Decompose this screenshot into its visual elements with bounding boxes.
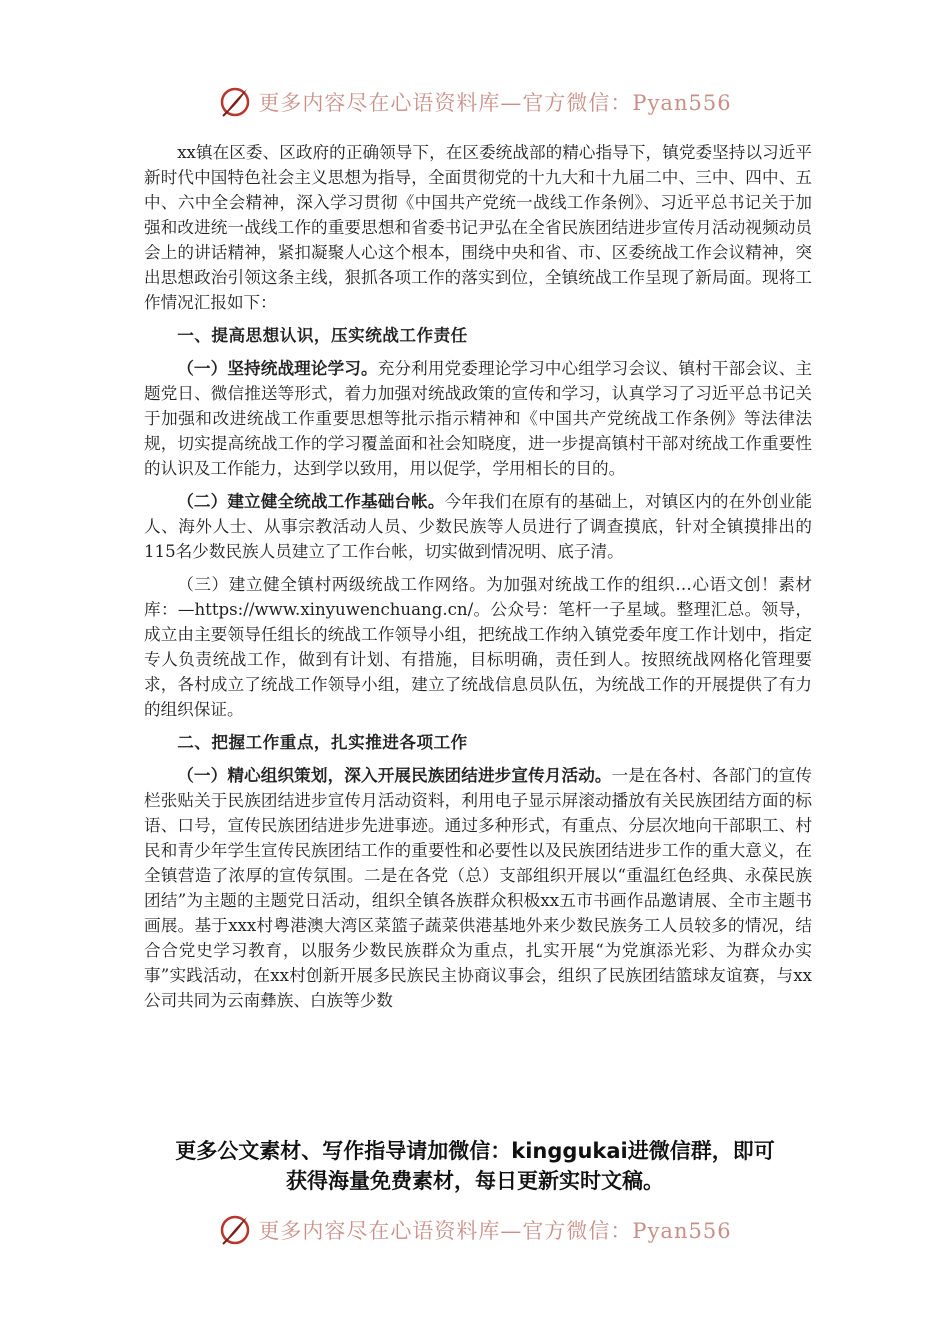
promo-notice: [0, 1136, 950, 1196]
paragraph-4: [144, 763, 812, 1013]
paragraph-4-lead: （一）精心组织策划，深入开展民族团结进步宣传月活动。: [177, 766, 612, 785]
quill-pen-icon: [218, 85, 252, 119]
quill-pen-icon: [218, 1213, 252, 1247]
banner-text: 更多内容尽在心语资料库—官方微信：Pyan556: [258, 1219, 732, 1243]
paragraph-4-body: 一是在各村、各部门的宣传栏张贴关于民族团结进步宣传月活动资料，利用电子显示屏滚动播放有关民族团结方面的标语、口号，宣传民族团结进步先进事迹。通过多种形式，有重点、分层次地向干部职工、村民和青少年学生宣传民族团结工作的重要性和必要性以及民族团结进步工作的重大意义，在全镇营造了浓厚的宣传氛围。二是在各党（总）支部组织开展以“重温红色经典、永葆民族团结”为主题的主题党日活动，组织全镇各族群众积极xx五市书画作品邀请展、全市主题书画展。基于xxx村粤港澳大湾区菜篮子蔬菜供港基地外来少数民族务工人员较多的情况，结合合党史学习教育，以服务少数民族群众为重点，扎实开展“为党旗添光彩、为群众办实事”实践活动，在xx村创新开展多民族民主协商议事会，组织了民族团结篮球友谊赛，与xx公司共同为云南彝族、白族等少数: [144, 766, 813, 1010]
intro-paragraph: xx镇在区委、区政府的正确领导下，在区委统战部的精心指导下，镇党委坚持以习近平新时代中国特色社会主义思想为指导，全面贯彻党的十九大和十九届二中、三中、四中、五中、六中全会精神，深入学习贯彻《中国共产党统一战线工作条例》、习近平总书记关于加强和改进统一战线工作的重要思想和省委书记尹弘在全省民族团结进步宣传月活动视频动员会上的讲话精神，紧扣凝聚人心这个根本，围绕中央和省、市、区委统战工作会议精神，突出思想政治引领这条主线，狠抓各项工作的落实到位，全镇统战工作呈现了新局面。现将工作情况汇报如下：: [144, 143, 812, 312]
promo-line-1: 更多公文素材、写作指导请加微信：kinggukai进微信群，即可: [175, 1139, 775, 1163]
header-banner: [0, 80, 950, 124]
paragraph-1-lead: （一）坚持统战理论学习。: [177, 359, 378, 378]
section-heading-2: 二、把握工作重点，扎实推进各项工作: [177, 733, 468, 752]
paragraph-1-body: 充分利用党委理论学习中心组学习会议、镇村干部会议、主题党日、微信推送等形式，着力加强对统战政策的宣传和学习，认真学习了习近平总书记关于加强和改进统战工作重要思想等批示指示精神和《中国共产党统战工作条例》等法律法规，切实提高统战工作的学习覆盖面和社会知晓度，进一步提高镇村干部对统战工作重要性的认识及工作能力，达到学以致用，用以促学，学用相长的目的。: [144, 359, 813, 478]
paragraph-3: （三）建立健全镇村两级统战工作网络。为加强对统战工作的组织…心语文创！素材库：—https://www.xinyuwenchuang.cn/。公众号：笔杆一子星域。整理汇总。领导，成立由主要领导任组长的统战工作领导小组，把统战工作纳入镇党委年度工作计划中，指定专人负责统战工作，做到有计划、有措施，目标明确，责任到人。按照统战网格化管理要求，各村成立了统战工作领导小组，建立了统战信息员队伍，为统战工作的开展提供了有力的组织保证。: [144, 575, 812, 719]
footer-banner: [0, 1208, 950, 1252]
paragraph-2: [144, 489, 812, 564]
paragraph-1: [144, 356, 812, 481]
section-heading-1: 一、提高思想认识，压实统战工作责任: [177, 326, 468, 345]
promo-line-2: 获得海量免费素材，每日更新实时文稿。: [286, 1169, 664, 1193]
paragraph-2-body: 今年我们在原有的基础上，对镇区内的在外创业能人、海外人士、从事宗教活动人员、少数民族等人员进行了调查摸底，针对全镇摸排出的115名少数民族人员建立了工作台帐，切实做到情况明、底子清。: [144, 492, 813, 561]
paragraph-2-lead: （二）建立健全统战工作基础台帐。: [177, 492, 445, 511]
banner-text: 更多内容尽在心语资料库—官方微信：Pyan556: [258, 91, 732, 115]
document-body: [144, 140, 812, 1013]
